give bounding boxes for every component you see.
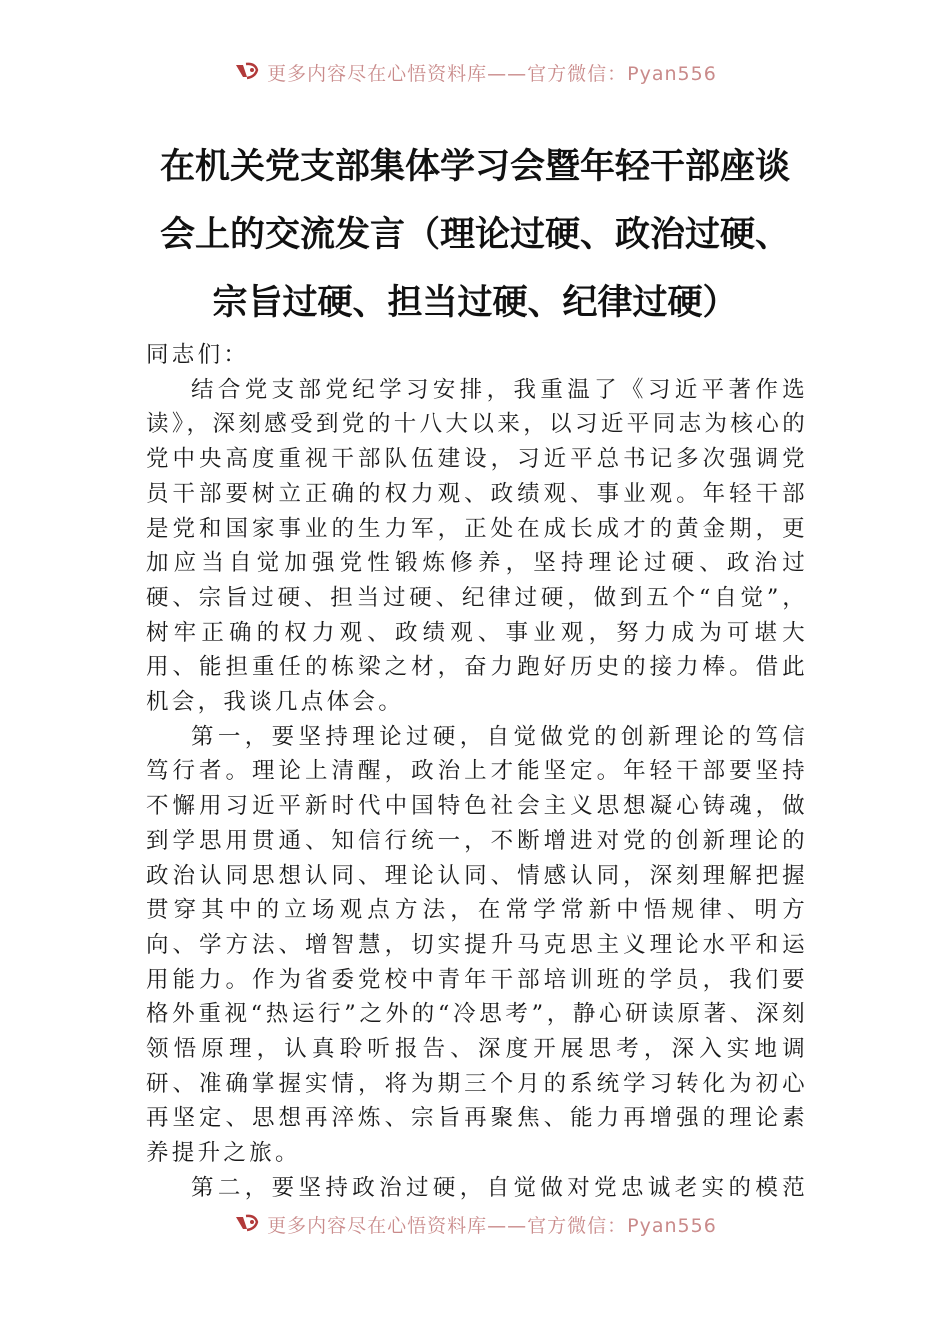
watermark-logo-icon <box>233 1213 261 1235</box>
paragraph-theory: 第一，要坚持理论过硬，自觉做党的创新理论的笃信笃行者。理论上清醒，政治上才能坚定。年轻干部要坚持不懈用习近平新时代中国特色社会主义思想凝心铸魂，做到学思用贯通、知信行统一，不断增进对党的创新理论的政治认同思想认同、理论认同、情感认同，深刻理解把握贯穿其中的立场观点方法，在常学常新中悟规律、明方向、学方法、增智慧，切实提升马克思主义理论水平和运用能力。作为省委党校中青年干部培训班的学员，我们要格外重视“热运行”之外的“冷思考”，静心研读原著、深刻领悟原理，认真聆听报告、深度开展思考，深入实地调研、准确掌握实情，将为期三个月的系统学习转化为初心再坚定、思想再淬炼、宗旨再聚焦、能力再增强的理论素养提升之旅。 <box>146 723 808 1167</box>
document-body <box>146 338 808 1208</box>
watermark-text: 更多内容尽在心悟资料库——官方微信：Pyan556 <box>267 1214 717 1237</box>
watermark-header <box>0 56 950 88</box>
watermark-footer <box>0 1208 950 1240</box>
paragraph-intro: 结合党支部党纪学习安排，我重温了《习近平著作选读》，深刻感受到党的十八大以来，以习近平同志为核心的党中央高度重视干部队伍建设，习近平总书记多次强调党员干部要树立正确的权力观、政绩观、事业观。年轻干部是党和国家事业的生力军，正处在成长成才的黄金期，更加应当自觉加强党性锻炼修养，坚持理论过硬、政治过硬、宗旨过硬、担当过硬、纪律过硬，做到五个“自觉”，树牢正确的权力观、政绩观、事业观，努力成为可堪大用、能担重任的栋梁之材，奋力跑好历史的接力棒。借此机会，我谈几点体会。 <box>146 376 808 716</box>
title-line-1: 在机关党支部集体学习会暨年轻干部座谈 <box>159 146 790 187</box>
salutation: 同志们： <box>146 342 250 368</box>
watermark-logo-icon <box>233 61 261 83</box>
paragraph-politics: 第二，要坚持政治过硬，自觉做对党忠诚老实的模范 <box>191 1174 808 1201</box>
watermark-text: 更多内容尽在心悟资料库——官方微信：Pyan556 <box>267 62 717 85</box>
title-line-2: 会上的交流发言（理论过硬、政治过硬、 <box>159 214 790 255</box>
title-line-3: 宗旨过硬、担当过硬、纪律过硬） <box>212 282 738 323</box>
document-title <box>120 133 830 337</box>
